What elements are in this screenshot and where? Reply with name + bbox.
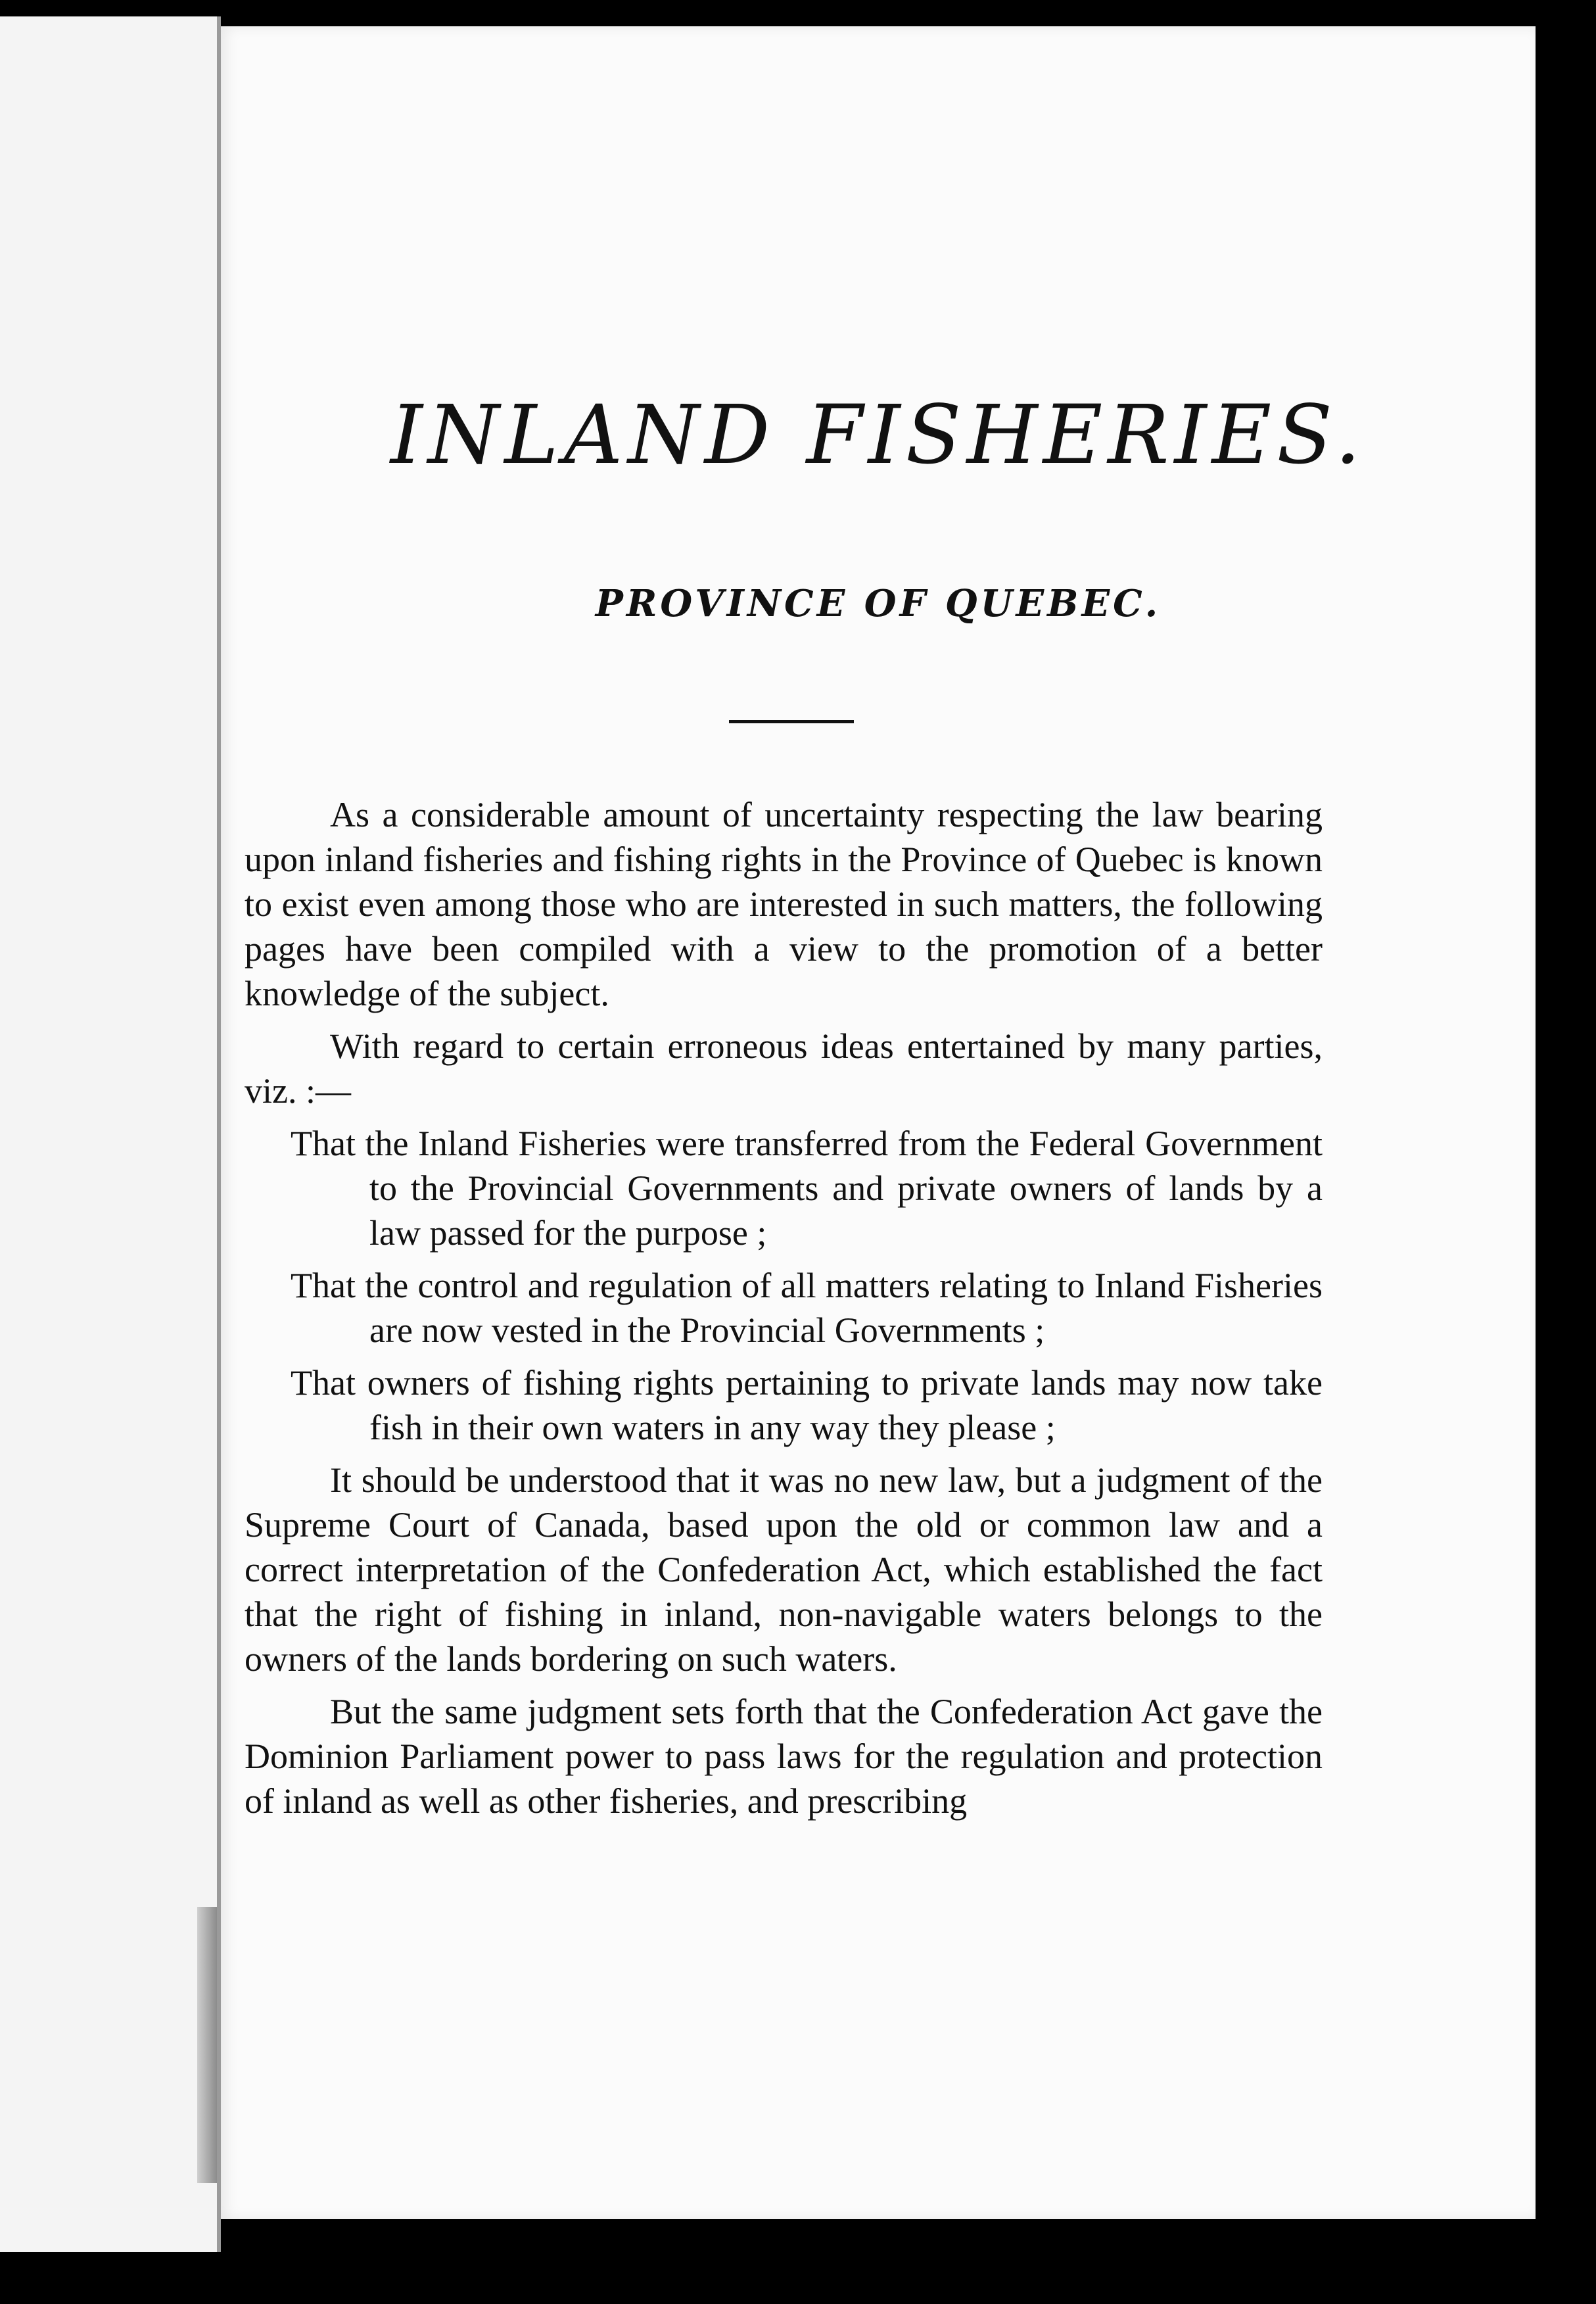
clause: That the control and regulation of all matters relating to Inland Fisheries are now vested in the Provincial Governments ; xyxy=(291,1266,1323,1350)
paragraph: With regard to certain erroneous ideas entertained by many parties, viz. :— xyxy=(245,1026,1323,1111)
title-divider xyxy=(729,720,854,723)
paragraph: It should be understood that it was no new law, but a judgment of the Supreme Court of Canada, based upon the old or common law and a correct interpretation of the Confederation Act, which established the fact that the right of fishing in inland, non-navigable waters belongs to the owners of the lands bordering on such waters. xyxy=(245,1460,1323,1679)
document-page xyxy=(221,26,1536,2219)
paragraph: As a considerable amount of uncertainty respecting the law bearing upon inland fisheries and fishing rights in the Province of Quebec is known to exist even among those who are interested in such matters, the following pages have been compiled with a view to the promotion of a better knowledge of the subject. xyxy=(245,795,1323,1013)
body-text xyxy=(245,792,1323,1831)
page-subtitle: PROVINCE OF QUEBEC. xyxy=(595,582,1162,625)
page-gutter-shadow xyxy=(197,1907,217,2183)
clause: That owners of fishing rights pertaining to private lands may now take fish in their own waters in any way they please ; xyxy=(291,1363,1323,1447)
left-page-edge xyxy=(0,16,221,2252)
clause: That the Inland Fisheries were transferred from the Federal Government to the Provincial Governments and private owners of lands by a law passed for the purpose ; xyxy=(291,1124,1323,1253)
page-title: INLAND FISHERIES. xyxy=(390,388,1367,483)
paragraph: But the same judgment sets forth that the Confederation Act gave the Dominion Parliament power to pass laws for the regulation and protection of inland as well as other fisheries, and prescribing xyxy=(245,1692,1323,1821)
